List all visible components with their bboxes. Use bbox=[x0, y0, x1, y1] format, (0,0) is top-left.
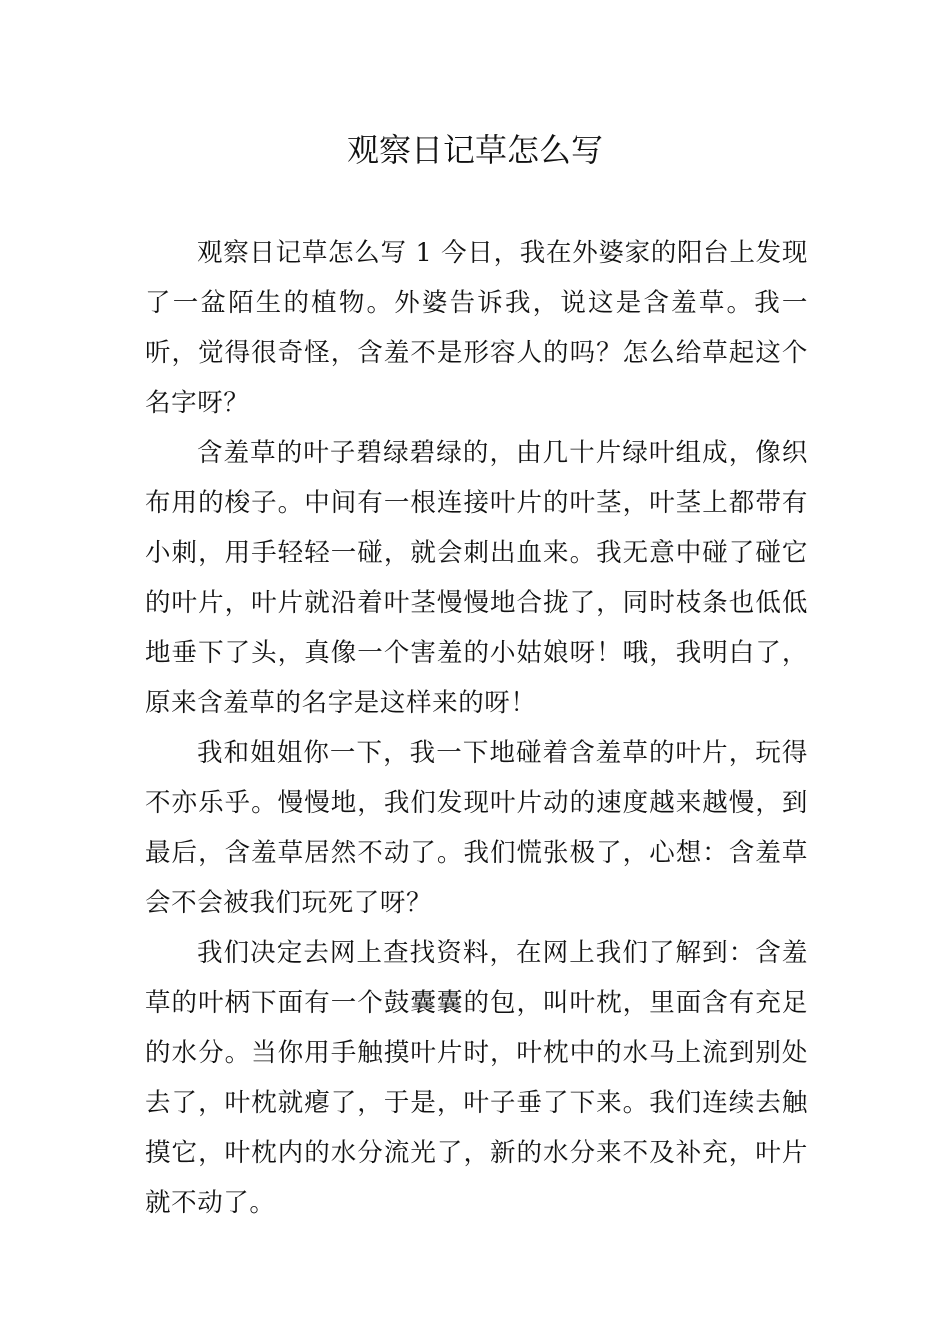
document-title: 观察日记草怎么写 bbox=[346, 131, 603, 169]
document-body bbox=[145, 228, 808, 1228]
paragraph-3: 我和姐姐你一下，我一下地碰着含羞草的叶片，玩得不亦乐乎。慢慢地，我们发现叶片动的速度越来越慢，到最后，含羞草居然不动了。我们慌张极了，心想：含羞草会不会被我们玩死了呀？ bbox=[145, 738, 808, 918]
paragraph-1: 观察日记草怎么写 1 今日，我在外婆家的阳台上发现了一盆陌生的植物。外婆告诉我，说这是含羞草。我一听，觉得很奇怪，含羞不是形容人的吗？怎么给草起这个名字呀？ bbox=[145, 238, 808, 418]
paragraph-2: 含羞草的叶子碧绿碧绿的，由几十片绿叶组成，像织布用的梭子。中间有一根连接叶片的叶茎，叶茎上都带有小刺，用手轻轻一碰，就会刺出血来。我无意中碰了碰它的叶片，叶片就沿着叶茎慢慢地合拢了，同时枝条也低低地垂下了头，真像一个害羞的小姑娘呀！哦，我明白了，原来含羞草的名字是这样来的呀！ bbox=[145, 438, 808, 718]
paragraph-4: 我们决定去网上查找资料，在网上我们了解到：含羞草的叶柄下面有一个鼓囊囊的包，叫叶枕，里面含有充足的水分。当你用手触摸叶片时，叶枕中的水马上流到别处去了，叶枕就瘪了，于是，叶子垂了下来。我们连续去触摸它，叶枕内的水分流光了，新的水分来不及补充，叶片就不动了。 bbox=[145, 938, 808, 1218]
